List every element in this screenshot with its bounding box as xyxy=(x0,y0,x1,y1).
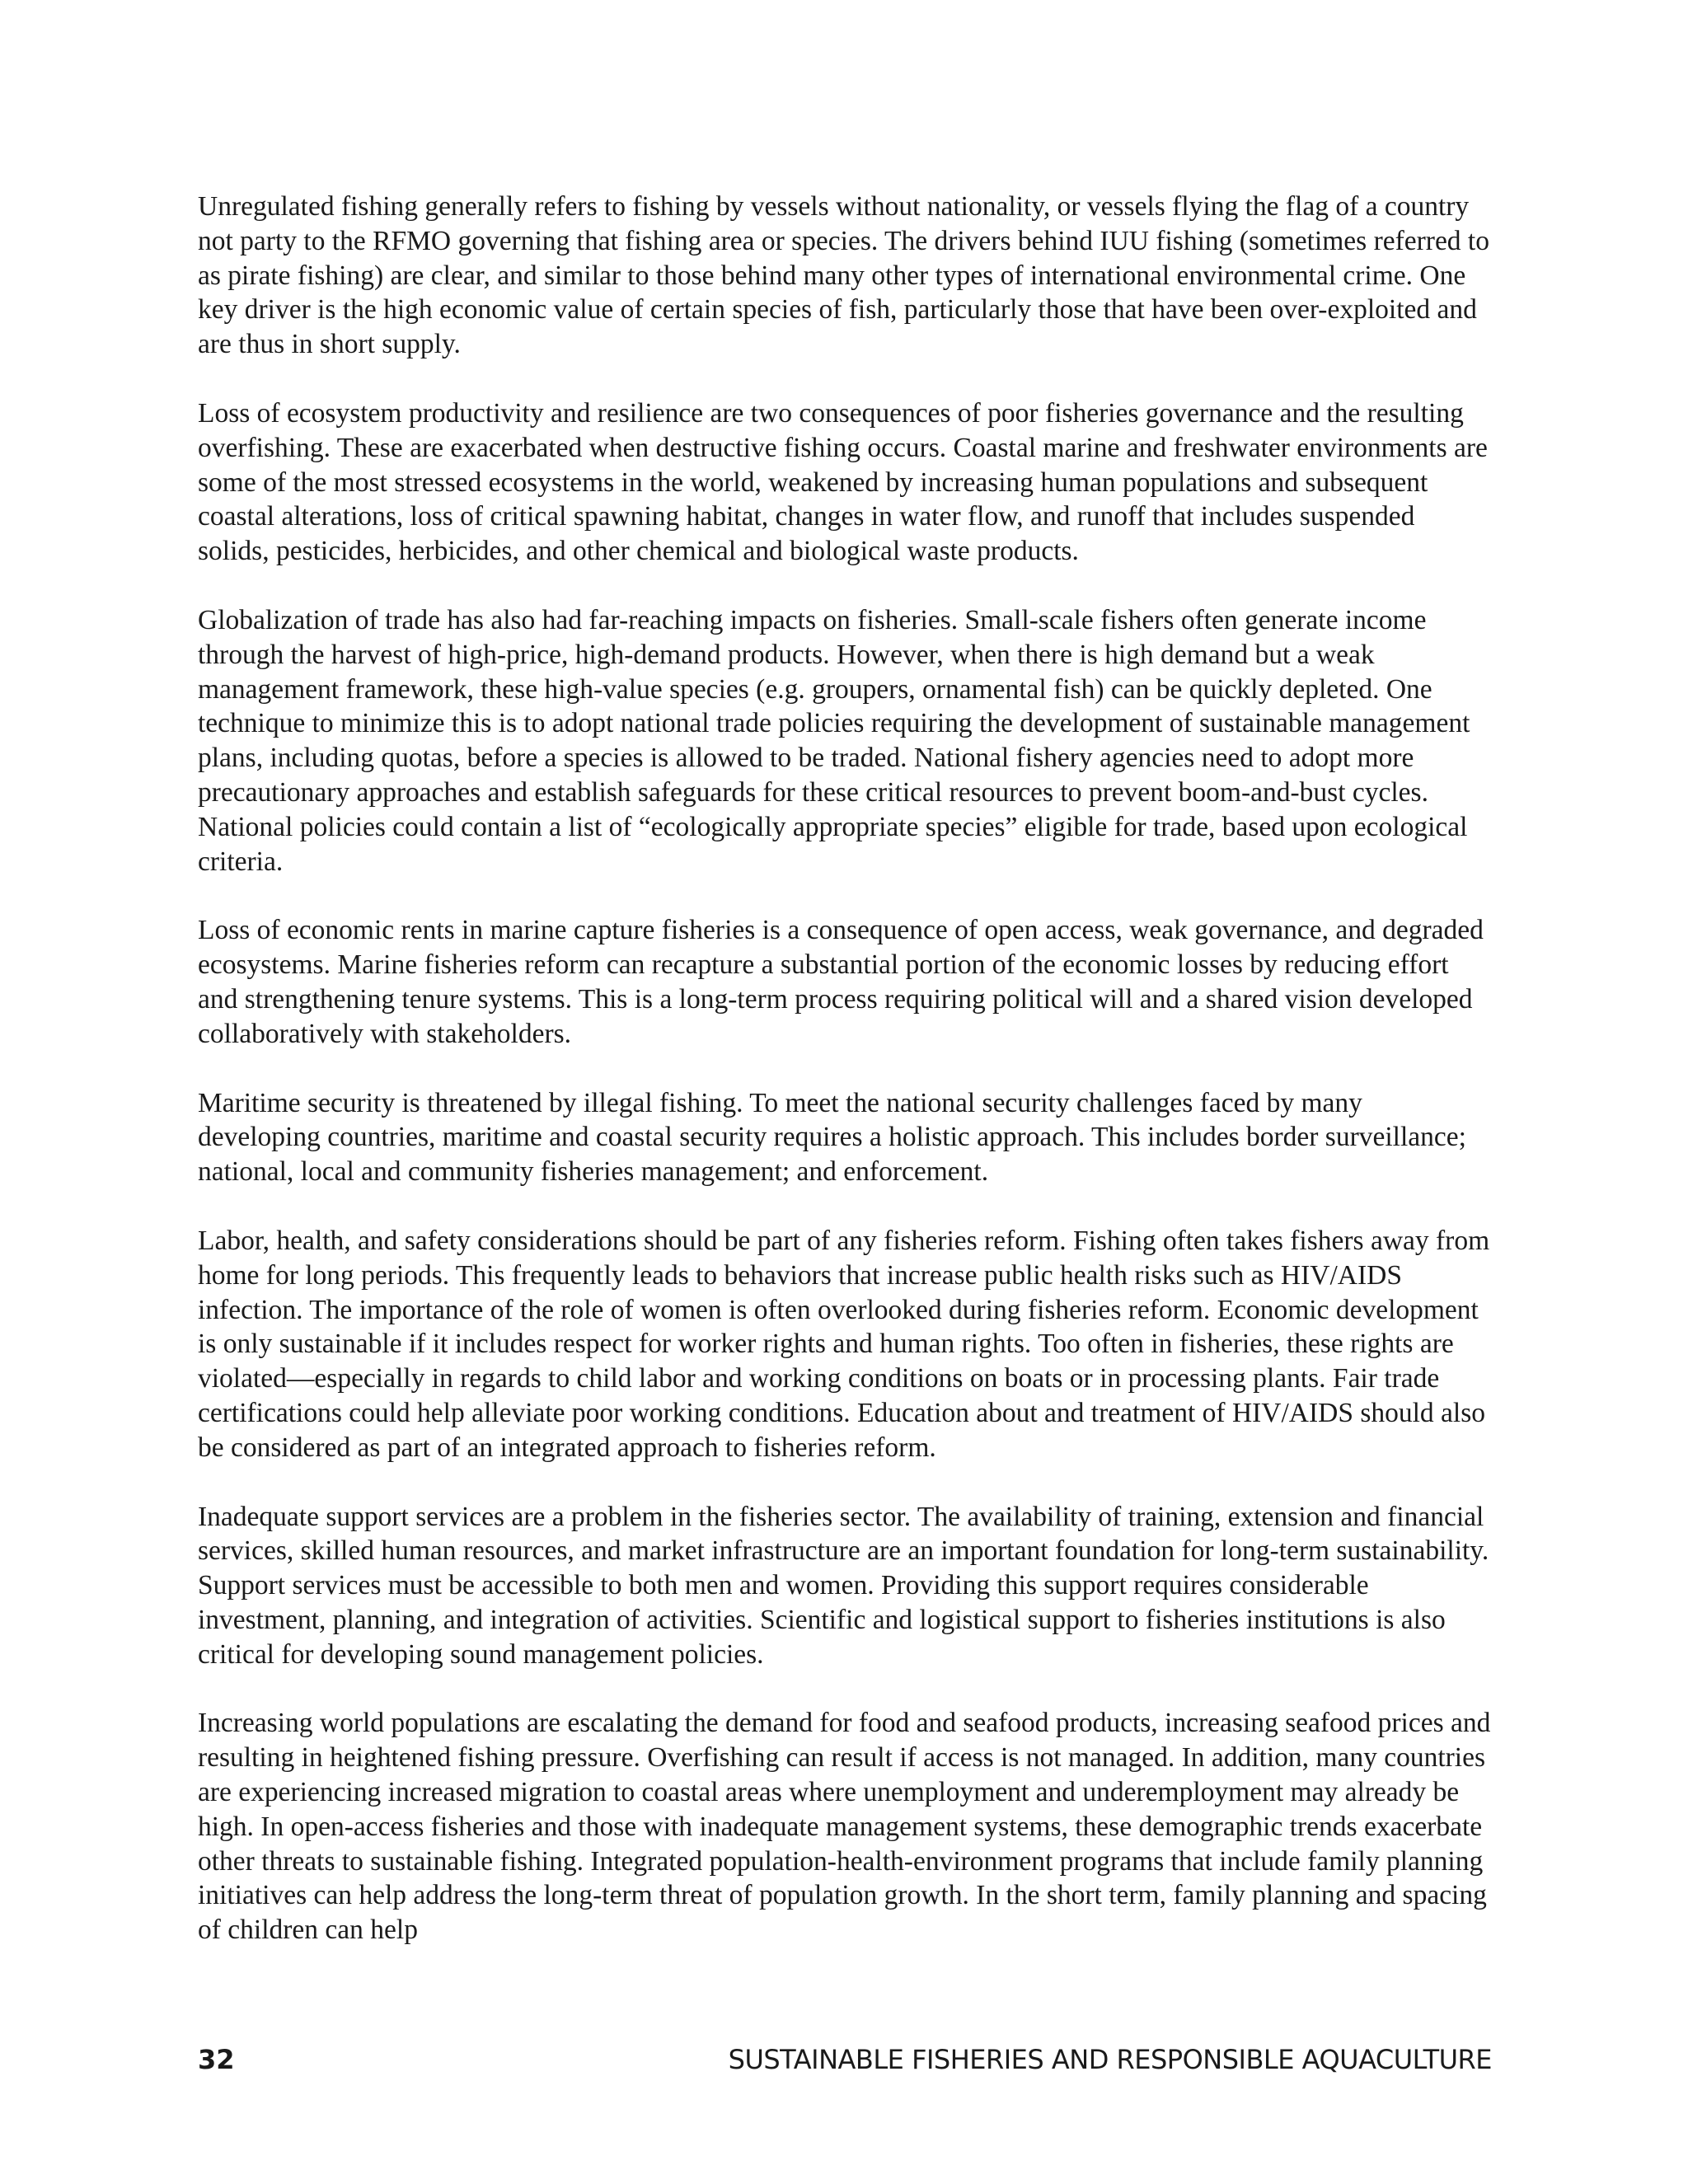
running-title: SUSTAINABLE FISHERIES AND RESPONSIBLE AQUACULTURE xyxy=(728,2044,1492,2075)
paragraph-unregulated-fishing: Unregulated fishing generally refers to fishing by vessels without nationality, or vessels flying the flag of a country not party to the RFMO governing that fishing area or species. The drivers behind IUU fishing (sometimes referred to as pirate fishing) are clear, and similar to those behind many other types of international environmental crime. One key driver is the high economic value of certain species of fish, particularly those that have been over-exploited and are thus in short supply. xyxy=(198,191,1489,360)
paragraph-globalization-of-trade: Globalization of trade has also had far-reaching impacts on fisheries. Small-scale fishers often generate income through the harvest of high-price, high-demand products. However, when there is high demand but a weak management framework, these high-value species (e.g. groupers, ornamental fish) can be quickly depleted. One technique to minimize this is to adopt national trade policies requiring the development of sustainable management plans, including quotas, before a species is allowed to be traded. National fishery agencies need to adopt more precautionary approaches and establish safeguards for these critical resources to prevent boom-and-bust cycles. National policies could contain a list of “ecologically appropriate species” eligible for trade, based upon ecological criteria. xyxy=(198,604,1470,877)
page-number: 32 xyxy=(198,2044,235,2075)
paragraph-ecosystem-productivity: Loss of ecosystem productivity and resilience are two consequences of poor fisheries governance and the resulting overfishing. These are exacerbated when destructive fishing occurs. Coastal marine and freshwater environments are some of the most stressed ecosystems in the world, weakened by increasing human populations and subsequent coastal alterations, loss of critical spawning habitat, changes in water flow, and runoff that includes suspended solids, pesticides, herbicides, and other chemical and biological waste products. xyxy=(198,397,1488,567)
body-text xyxy=(198,190,1492,1982)
paragraph-labor-health-safety: Labor, health, and safety considerations should be part of any fisheries reform. Fishing often takes fishers away from home for long periods. This frequently leads to behaviors that increase public health risks such as HIV/AIDS infection. The importance of the role of women is often overlooked during fisheries reform. Economic development is only sustainable if it includes respect for worker rights and human rights. Too often in fisheries, these rights are violated—especially in regards to child labor and working conditions on boats or in processing plants. Fair trade certifications could help alleviate poor working conditions. Education about and treatment of HIV/AIDS should also be considered as part of an integrated approach to fisheries reform. xyxy=(198,1225,1490,1463)
paragraph-world-populations: Increasing world populations are escalating the demand for food and seafood products, increasing seafood prices and resulting in heightened fishing pressure. Overfishing can result if access is not managed. In addition, many countries are experiencing increased migration to coastal areas where unemployment and underemployment may already be high. In open-access fisheries and those with inadequate management systems, these demographic trends exacerbate other threats to sustainable fishing. Integrated population-health-environment programs that include family planning initiatives can help address the long-term threat of population growth. In the short term, family planning and spacing of children can help xyxy=(198,1708,1491,1946)
paragraph-economic-rents: Loss of economic rents in marine capture fisheries is a consequence of open access, weak governance, and degraded ecosystems. Marine fisheries reform can recapture a substantial portion of the economic losses by reducing effort and strengthening tenure systems. This is a long-term process requiring political will and a shared vision developed collaboratively with stakeholders. xyxy=(198,915,1484,1049)
paragraph-support-services: Inadequate support services are a problem in the fisheries sector. The availability of training, extension and financial services, skilled human resources, and market infrastructure are an important foundation for long-term sustainability. Support services must be accessible to both men and women. Providing this support requires considerable investment, planning, and integration of activities. Scientific and logistical support to fisheries institutions is also critical for developing sound management policies. xyxy=(198,1501,1489,1670)
page-footer xyxy=(198,2044,1492,2080)
paragraph-maritime-security: Maritime security is threatened by illegal fishing. To meet the national security challenges faced by many developing countries, maritime and coastal security requires a holistic approach. This includes border surveillance; national, local and community fisheries management; and enforcement. xyxy=(198,1087,1466,1188)
